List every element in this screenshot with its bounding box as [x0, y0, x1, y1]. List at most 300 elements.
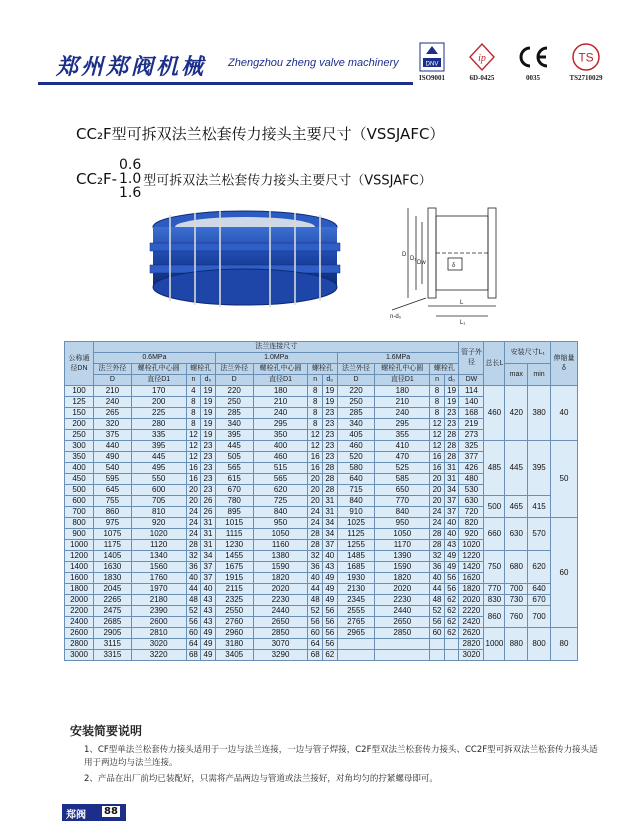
table-cell: 2345 [337, 595, 375, 606]
brand-underline [38, 82, 413, 85]
table-cell: 3290 [253, 650, 308, 661]
bolt-hole-head: 螺栓孔 [430, 364, 459, 375]
table-cell: 2475 [94, 606, 132, 617]
table-cell: 37 [444, 496, 459, 507]
table-cell: 1485 [337, 551, 375, 562]
cert-label: ISO9001 [418, 74, 446, 82]
page-title: CC₂F型可拆双法兰松套传力接头主要尺寸（VSSJAFC） [76, 125, 445, 143]
table-cell: 1590 [375, 562, 430, 573]
table-cell: 43 [201, 595, 216, 606]
table-cell: 1125 [337, 529, 375, 540]
table-cell: 24 [186, 518, 201, 529]
table-cell: 1820 [253, 573, 308, 584]
table-cell: 2020 [459, 595, 484, 606]
table-cell: 1685 [337, 562, 375, 573]
table-cell: 19 [323, 397, 338, 408]
table-cell: 40 [323, 551, 338, 562]
table-cell: 36 [186, 562, 201, 573]
table-cell: 1675 [215, 562, 253, 573]
table-cell: 49 [201, 639, 216, 650]
group-cell-l: 460 [484, 386, 505, 441]
table-cell: 200 [65, 419, 94, 430]
table-cell: 2440 [375, 606, 430, 617]
table-cell: 31 [201, 518, 216, 529]
table-cell: 480 [459, 474, 484, 485]
table-cell: 565 [253, 474, 308, 485]
table-cell: 48 [308, 595, 323, 606]
table-cell: 650 [375, 485, 430, 496]
sub-head: D [94, 375, 132, 386]
table-cell: 250 [337, 397, 375, 408]
dimension-drawing [388, 198, 538, 328]
svg-text:ip: ip [478, 53, 486, 64]
table-cell: 210 [375, 397, 430, 408]
sub-head: DW [459, 375, 484, 386]
table-cell: 28 [444, 441, 459, 452]
brand-name-cn: 郑州郑阀机械 [56, 54, 207, 80]
table-cell: 1020 [459, 540, 484, 551]
flange-od-head: 法兰外径 [94, 364, 132, 375]
group-cell-l: 860 [484, 606, 505, 628]
table-cell: 219 [459, 419, 484, 430]
table-cell: 1420 [459, 562, 484, 573]
table-cell: 500 [65, 485, 94, 496]
flange-od-head: 法兰外径 [337, 364, 375, 375]
table-cell: 2325 [215, 595, 253, 606]
table-cell: 405 [337, 430, 375, 441]
pressure-stack [119, 158, 141, 200]
table-cell: 8 [186, 397, 201, 408]
table-cell: 2000 [65, 595, 94, 606]
table-cell: 2765 [337, 617, 375, 628]
table-cell: 28 [308, 529, 323, 540]
table-cell: 23 [201, 441, 216, 452]
table-cell: 2650 [253, 617, 308, 628]
table-cell: 49 [444, 551, 459, 562]
table-cell: 62 [444, 595, 459, 606]
table-cell: 43 [323, 562, 338, 573]
table-cell: 600 [65, 496, 94, 507]
table-cell: 64 [186, 639, 201, 650]
table-cell: 62 [444, 606, 459, 617]
table-cell: 1380 [253, 551, 308, 562]
table-cell: 565 [215, 463, 253, 474]
col-install: 安装尺寸L₁ [505, 342, 551, 364]
table-cell: 1050 [375, 529, 430, 540]
table-cell: 3180 [215, 639, 253, 650]
table-cell: 1760 [131, 573, 186, 584]
table-cell: 62 [444, 617, 459, 628]
table-cell: 2400 [65, 617, 94, 628]
table-cell: 2905 [94, 628, 132, 639]
table-cell: 20 [430, 485, 445, 496]
table-cell [444, 639, 459, 650]
svg-text:TS: TS [578, 50, 594, 65]
table-cell: 37 [444, 507, 459, 518]
table-cell [337, 650, 375, 661]
table-cell: 37 [201, 562, 216, 573]
stretch-cell: 60 [551, 518, 578, 628]
table-cell: 2200 [65, 606, 94, 617]
table-cell: 295 [253, 419, 308, 430]
table-cell: 28 [323, 474, 338, 485]
table-cell: 31 [201, 529, 216, 540]
sub-head: 直径D1 [375, 375, 430, 386]
table-cell: 395 [131, 441, 186, 452]
table-cell: 1820 [459, 584, 484, 595]
table-cell: 975 [94, 518, 132, 529]
group-cell-max: 465 [505, 496, 528, 518]
table-cell: 8 [430, 408, 445, 419]
table-cell: 8 [430, 397, 445, 408]
table-cell: 8 [308, 419, 323, 430]
table-cell: 180 [375, 386, 430, 397]
sub-head: D [337, 375, 375, 386]
table-cell: 28 [186, 540, 201, 551]
group-cell-l: 500 [484, 496, 505, 518]
table-cell: 3070 [253, 639, 308, 650]
table-cell: 56 [430, 617, 445, 628]
table-cell: 1175 [94, 540, 132, 551]
table-cell [337, 639, 375, 650]
table-cell: 920 [459, 529, 484, 540]
group-cell-l: 660 [484, 518, 505, 551]
table-cell: 31 [444, 463, 459, 474]
table-cell: 23 [323, 408, 338, 419]
flange-od-head: 法兰外径 [215, 364, 253, 375]
col-total-len: 总长L [484, 342, 505, 386]
ts-mark-icon [571, 42, 601, 72]
table-cell: 60 [186, 628, 201, 639]
table-cell: 62 [323, 650, 338, 661]
table-cell: 3315 [94, 650, 132, 661]
table-cell: 4 [186, 386, 201, 397]
table-cell: 37 [201, 573, 216, 584]
table-cell: 840 [337, 496, 375, 507]
table-cell: 12 [430, 430, 445, 441]
table-cell: 43 [444, 540, 459, 551]
table-cell: 40 [308, 573, 323, 584]
table-cell: 23 [323, 430, 338, 441]
table-cell: 2965 [337, 628, 375, 639]
pressure-0: 0.6 [119, 157, 142, 173]
table-cell: 2685 [94, 617, 132, 628]
table-cell: 770 [375, 496, 430, 507]
table-cell: 200 [131, 397, 186, 408]
table-cell: 28 [444, 452, 459, 463]
table-cell: 2440 [253, 606, 308, 617]
table-cell [444, 650, 459, 661]
table-cell: 40 [444, 529, 459, 540]
table-cell: 44 [186, 584, 201, 595]
table-cell: 705 [131, 496, 186, 507]
table-cell: 540 [94, 463, 132, 474]
table-cell: 12 [430, 419, 445, 430]
bolt-center-head: 螺栓孔中心圆 [375, 364, 430, 375]
table-cell: 28 [323, 485, 338, 496]
table-cell: 615 [215, 474, 253, 485]
table-cell: 340 [215, 419, 253, 430]
table-cell: 285 [337, 408, 375, 419]
table-cell: 320 [94, 419, 132, 430]
pressure-2: 1.6 [119, 185, 142, 201]
table-cell: 19 [201, 408, 216, 419]
table-cell: 1255 [337, 540, 375, 551]
table-cell: 20 [430, 496, 445, 507]
table-cell: 40 [186, 573, 201, 584]
table-cell: 445 [215, 441, 253, 452]
table-cell: 630 [459, 496, 484, 507]
table-cell: 49 [323, 584, 338, 595]
table-cell: 52 [186, 606, 201, 617]
bolt-hole-head: 螺栓孔 [186, 364, 215, 375]
table-cell: 49 [444, 562, 459, 573]
dimension-table-wrap [64, 341, 578, 661]
table-cell: 32 [308, 551, 323, 562]
table-cell: 23 [323, 452, 338, 463]
table-cell: 1020 [131, 529, 186, 540]
table-cell: 2760 [215, 617, 253, 628]
table-cell: 16 [308, 452, 323, 463]
table-cell: 44 [430, 584, 445, 595]
table-cell: 24 [308, 518, 323, 529]
table-cell: 1800 [65, 584, 94, 595]
table-cell: 19 [444, 397, 459, 408]
table-cell: 8 [186, 419, 201, 430]
table-cell: 24 [308, 507, 323, 518]
table-cell: 285 [215, 408, 253, 419]
table-cell: 56 [186, 617, 201, 628]
table-cell: 8 [430, 386, 445, 397]
table-cell: 1820 [375, 573, 430, 584]
table-cell: 56 [323, 639, 338, 650]
table-cell: 48 [430, 595, 445, 606]
table-cell: 505 [215, 452, 253, 463]
table-cell: 300 [65, 441, 94, 452]
table-cell: 3115 [94, 639, 132, 650]
table-cell: 820 [459, 518, 484, 529]
table-cell: 180 [253, 386, 308, 397]
table-cell: 910 [337, 507, 375, 518]
table-cell: 2960 [215, 628, 253, 639]
table-cell: 265 [94, 408, 132, 419]
cert-label: 0035 [526, 74, 540, 82]
table-cell: 280 [131, 419, 186, 430]
page-number: 88 [104, 806, 118, 817]
table-cell: 31 [201, 540, 216, 551]
group-cell-l: 750 [484, 551, 505, 584]
table-cell: 895 [215, 507, 253, 518]
group-cell-l: 485 [484, 441, 505, 496]
table-cell: 670 [215, 485, 253, 496]
table-cell: 36 [430, 562, 445, 573]
group-cell-min: 670 [528, 595, 551, 606]
table-cell: 1830 [94, 573, 132, 584]
table-cell: 840 [375, 507, 430, 518]
table-cell: 12 [308, 441, 323, 452]
table-cell: 755 [94, 496, 132, 507]
table-cell: 62 [444, 628, 459, 639]
table-cell: 28 [323, 463, 338, 474]
table-cell: 56 [444, 573, 459, 584]
stretch-cell: 50 [551, 441, 578, 518]
table-row [65, 386, 578, 397]
table-cell: 19 [201, 419, 216, 430]
table-cell: 490 [94, 452, 132, 463]
table-cell: 400 [253, 441, 308, 452]
table-cell: 34 [201, 551, 216, 562]
table-cell: 28 [430, 529, 445, 540]
table-cell: 49 [323, 595, 338, 606]
table-cell: 725 [253, 496, 308, 507]
table-cell: 23 [201, 452, 216, 463]
table-cell: 1405 [94, 551, 132, 562]
table-cell: 49 [201, 650, 216, 661]
table-cell: 520 [337, 452, 375, 463]
table-row [65, 606, 578, 617]
table-cell: 168 [459, 408, 484, 419]
table-cell: 26 [201, 507, 216, 518]
table-cell: 860 [94, 507, 132, 518]
table-cell: 2850 [375, 628, 430, 639]
subtitle-prefix: CC₂F- [76, 170, 118, 188]
table-cell: 2820 [459, 639, 484, 650]
group-cell-max: 680 [505, 551, 528, 584]
table-cell: 23 [323, 441, 338, 452]
table-cell: 20 [186, 485, 201, 496]
table-cell: 220 [337, 386, 375, 397]
table-cell: 250 [65, 430, 94, 441]
table-cell: 2850 [253, 628, 308, 639]
pressure-1: 1.0 [119, 171, 142, 187]
table-cell: 715 [337, 485, 375, 496]
table-cell: 64 [308, 639, 323, 650]
brand-name-en: Zhengzhou zheng valve machinery [228, 57, 399, 69]
table-cell: 1590 [253, 562, 308, 573]
cert-api [458, 42, 506, 82]
table-cell: 400 [65, 463, 94, 474]
table-row [65, 628, 578, 639]
ce-mark-icon [515, 42, 551, 72]
table-cell: 1220 [459, 551, 484, 562]
table-cell: 240 [375, 408, 430, 419]
dimension-table [64, 341, 578, 661]
stretch-cell: 40 [551, 386, 578, 441]
table-cell: 20 [308, 485, 323, 496]
table-cell: 1230 [215, 540, 253, 551]
table-cell: 12 [186, 452, 201, 463]
table-cell: 335 [131, 430, 186, 441]
table-cell: 125 [65, 397, 94, 408]
table-cell: 780 [215, 496, 253, 507]
table-cell: 1455 [215, 551, 253, 562]
table-cell: 32 [186, 551, 201, 562]
table-cell: 1000 [65, 540, 94, 551]
table-body [65, 386, 578, 661]
table-cell: 150 [65, 408, 94, 419]
table-cell: 23 [323, 419, 338, 430]
footer-brand: 郑阀 [66, 810, 86, 821]
stretch-cell: 80 [551, 628, 578, 661]
table-cell: 2020 [253, 584, 308, 595]
table-cell: 2130 [337, 584, 375, 595]
table-cell: 24 [430, 507, 445, 518]
table-row [65, 551, 578, 562]
table-cell: 114 [459, 386, 484, 397]
table-cell: 600 [131, 485, 186, 496]
table-cell: 220 [215, 386, 253, 397]
table-cell: 325 [459, 441, 484, 452]
table-cell: 250 [215, 397, 253, 408]
table-cell: 34 [444, 485, 459, 496]
dim-label: n-d₀ [390, 314, 402, 320]
table-cell: 36 [308, 562, 323, 573]
table-cell: 440 [94, 441, 132, 452]
dim-label: D₁ [410, 256, 417, 262]
table-cell: 1560 [131, 562, 186, 573]
table-cell: 620 [253, 485, 308, 496]
table-cell: 56 [323, 617, 338, 628]
group-cell-min: 395 [528, 441, 551, 496]
group-cell-max: 760 [505, 606, 528, 628]
group-cell-min: 570 [528, 518, 551, 551]
table-cell: 640 [337, 474, 375, 485]
table-cell [430, 650, 445, 661]
sub-head: n [430, 375, 445, 386]
table-cell: 595 [94, 474, 132, 485]
subtitle-rest: 型可拆双法兰松套传力接头主要尺寸（VSSJAFC） [143, 173, 432, 189]
sub-head: d₀ [444, 375, 459, 386]
table-cell: 1025 [337, 518, 375, 529]
table-cell: 3405 [215, 650, 253, 661]
table-cell: 1015 [215, 518, 253, 529]
table-cell: 645 [94, 485, 132, 496]
group-cell-l: 1000 [484, 628, 505, 661]
table-cell: 52 [430, 606, 445, 617]
group-cell-max: 700 [505, 584, 528, 595]
table-row [65, 595, 578, 606]
table-cell: 56 [323, 606, 338, 617]
table-cell: 31 [323, 507, 338, 518]
table-row [65, 496, 578, 507]
cert-iso9001 [408, 42, 456, 82]
table-cell: 20 [308, 474, 323, 485]
table-cell: 26 [201, 496, 216, 507]
table-cell: 3020 [131, 639, 186, 650]
product-photo [140, 205, 350, 320]
table-cell: 1170 [375, 540, 430, 551]
table-cell: 3000 [65, 650, 94, 661]
table-cell: 2115 [215, 584, 253, 595]
install-note-1: 1、CF型单法兰松套传力接头适用于一边与法兰连接，一边与管子焊接，C2F型双法兰松套传力接头、CC2F型可拆双法兰松套传力接头适用于两边均与法兰连接。 [84, 745, 598, 768]
group-cell-max: 445 [505, 441, 528, 496]
group-cell-l: 770 [484, 584, 505, 595]
table-cell: 340 [337, 419, 375, 430]
dnv-text: DNV [425, 61, 439, 68]
install-title: 安装简要说明 [70, 724, 143, 738]
bolt-center-head: 螺栓孔中心圆 [253, 364, 308, 375]
table-cell: 2810 [131, 628, 186, 639]
table-cell: 700 [65, 507, 94, 518]
table-cell: 2555 [337, 606, 375, 617]
table-cell: 40 [444, 518, 459, 529]
cert-ts [562, 42, 610, 82]
table-row [65, 584, 578, 595]
table-cell: 16 [186, 474, 201, 485]
page-header [38, 40, 612, 90]
table-cell: 445 [131, 452, 186, 463]
table-cell: 2600 [65, 628, 94, 639]
